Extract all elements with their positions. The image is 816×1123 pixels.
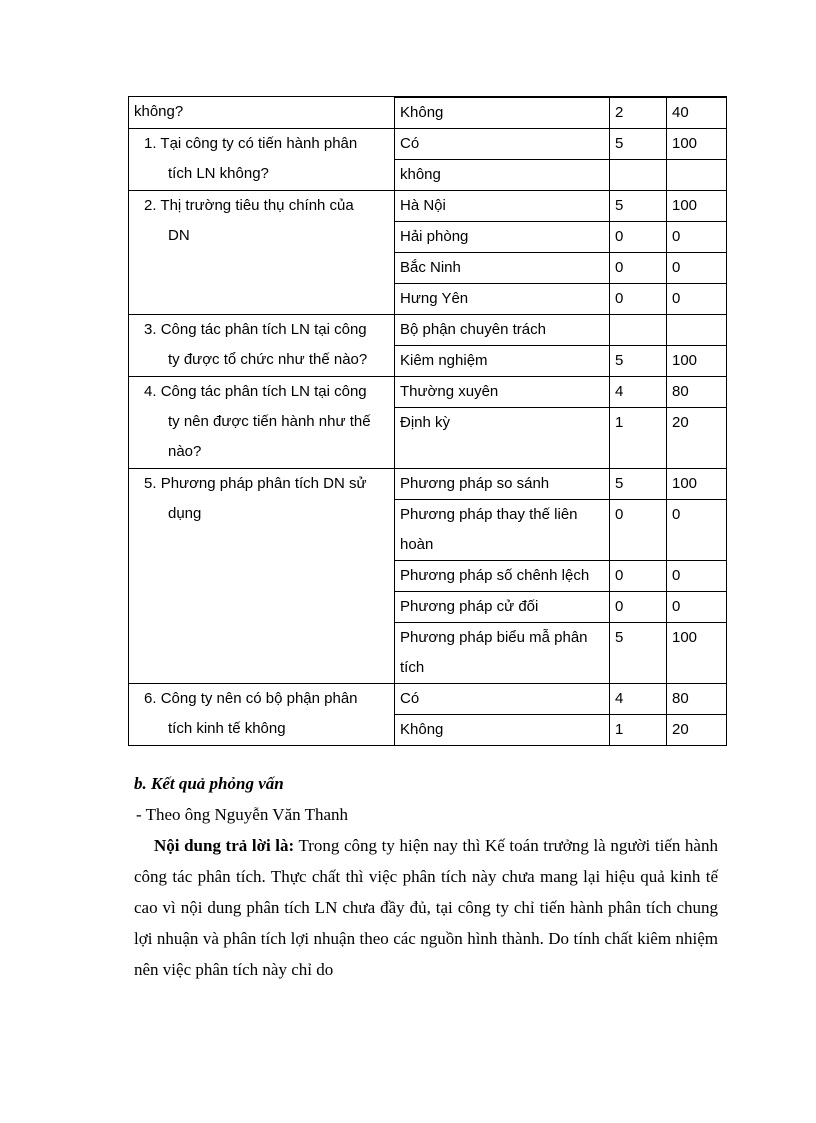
answer-paragraph (134, 830, 718, 985)
answer-cell: Phương pháp so sánh (395, 469, 610, 500)
question-line: dụng (168, 505, 202, 522)
question-cell (129, 129, 395, 191)
count-cell: 5 (610, 346, 667, 377)
percent-cell: 100 (667, 623, 727, 684)
percent-cell: 0 (667, 284, 727, 315)
percent-cell: 0 (667, 500, 727, 561)
count-cell (610, 315, 667, 346)
percent-cell: 0 (667, 222, 727, 253)
answer-cell: Kiêm nghiệm (395, 346, 610, 377)
count-cell: 0 (610, 592, 667, 623)
count-cell (610, 160, 667, 191)
answer-cell: Hải phòng (395, 222, 610, 253)
table-row (129, 377, 727, 408)
percent-cell: 20 (667, 408, 727, 469)
answer-lead: Nội dung trả lời là: (154, 836, 295, 855)
interview-section (134, 768, 718, 985)
count-cell: 5 (610, 129, 667, 160)
table-row (129, 315, 727, 346)
answer-cell: Bắc Ninh (395, 253, 610, 284)
percent-cell: 100 (667, 191, 727, 222)
question-line: tích kinh tế không (168, 720, 286, 737)
count-cell: 5 (610, 623, 667, 684)
question-cell (129, 191, 395, 315)
question-line: 3. Công tác phân tích LN tại công (144, 321, 367, 338)
question-line: ty được tổ chức như thế nào? (168, 351, 368, 368)
question-line: nào? (168, 443, 202, 460)
question-line: DN (168, 227, 190, 244)
percent-cell: 20 (667, 715, 727, 746)
percent-cell: 100 (667, 129, 727, 160)
answer-cell: Phương pháp thay thế liên hoàn (395, 500, 610, 561)
percent-cell (667, 160, 727, 191)
question-cell (129, 469, 395, 684)
question-line: 6. Công ty nên có bộ phận phân (144, 690, 358, 707)
answer-cell: Có (395, 129, 610, 160)
count-cell: 0 (610, 500, 667, 561)
count-cell: 1 (610, 408, 667, 469)
answer-cell: Phương pháp biểu mẫ phân tích (395, 623, 610, 684)
percent-cell: 100 (667, 346, 727, 377)
question-line: 5. Phương pháp phân tích DN sử (144, 475, 367, 492)
answer-cell: Định kỳ (395, 408, 610, 469)
percent-cell: 40 (667, 98, 727, 129)
answer-cell: Bộ phận chuyên trách (395, 315, 610, 346)
count-cell: 1 (610, 715, 667, 746)
answer-cell: không (395, 160, 610, 191)
question-line: 1. Tại công ty có tiến hành phân (144, 135, 358, 152)
count-cell: 0 (610, 561, 667, 592)
section-heading: b. Kết quả phỏng vấn (134, 774, 284, 793)
percent-cell: 0 (667, 561, 727, 592)
answer-cell: Phương pháp cử đối (395, 592, 610, 623)
question-cell (129, 684, 395, 746)
question-cell (129, 377, 395, 469)
count-cell: 4 (610, 377, 667, 408)
question-line: ty nên được tiến hành như thế (168, 413, 371, 430)
table-row (129, 684, 727, 715)
answer-cell: Phương pháp số chênh lệch (395, 561, 610, 592)
question-line: 2. Thị trường tiêu thụ chính của (144, 197, 354, 214)
count-cell: 0 (610, 284, 667, 315)
percent-cell (667, 315, 727, 346)
count-cell: 0 (610, 222, 667, 253)
answer-body: Trong công ty hiện nay thì Kế toán trưởng là người tiến hành công tác phân tích. Thực chất thì việc phân tích này chưa mang lại hiệu quả kinh tế cao vì nội dung phân tích LN chưa đầy đủ, tại công ty chỉ tiến hành phân tích chung lợi nhuận và phân tích lợi nhuận theo các nguồn hình thành. Do tính chất kiêm nhiệm nên việc phân tích này chỉ do (134, 836, 718, 979)
percent-cell: 80 (667, 684, 727, 715)
table-row (129, 469, 727, 500)
count-cell: 0 (610, 253, 667, 284)
question-line: tích LN không? (168, 165, 269, 182)
question-line: 4. Công tác phân tích LN tại công (144, 383, 367, 400)
survey-table (128, 96, 727, 746)
table-row (129, 191, 727, 222)
question-cell: không? (129, 97, 395, 129)
count-cell: 5 (610, 469, 667, 500)
count-cell: 4 (610, 684, 667, 715)
interviewee-line: - Theo ông Nguyễn Văn Thanh (136, 805, 348, 824)
answer-cell: Không (395, 715, 610, 746)
table-row (129, 129, 727, 160)
answer-cell: Thường xuyên (395, 377, 610, 408)
count-cell: 5 (610, 191, 667, 222)
percent-cell: 100 (667, 469, 727, 500)
answer-cell: Hà Nội (395, 191, 610, 222)
answer-cell: Không (395, 98, 610, 129)
count-cell: 2 (610, 98, 667, 129)
answer-cell: Có (395, 684, 610, 715)
percent-cell: 0 (667, 592, 727, 623)
percent-cell: 80 (667, 377, 727, 408)
question-cell (129, 315, 395, 377)
answer-cell: Hưng Yên (395, 284, 610, 315)
percent-cell: 0 (667, 253, 727, 284)
